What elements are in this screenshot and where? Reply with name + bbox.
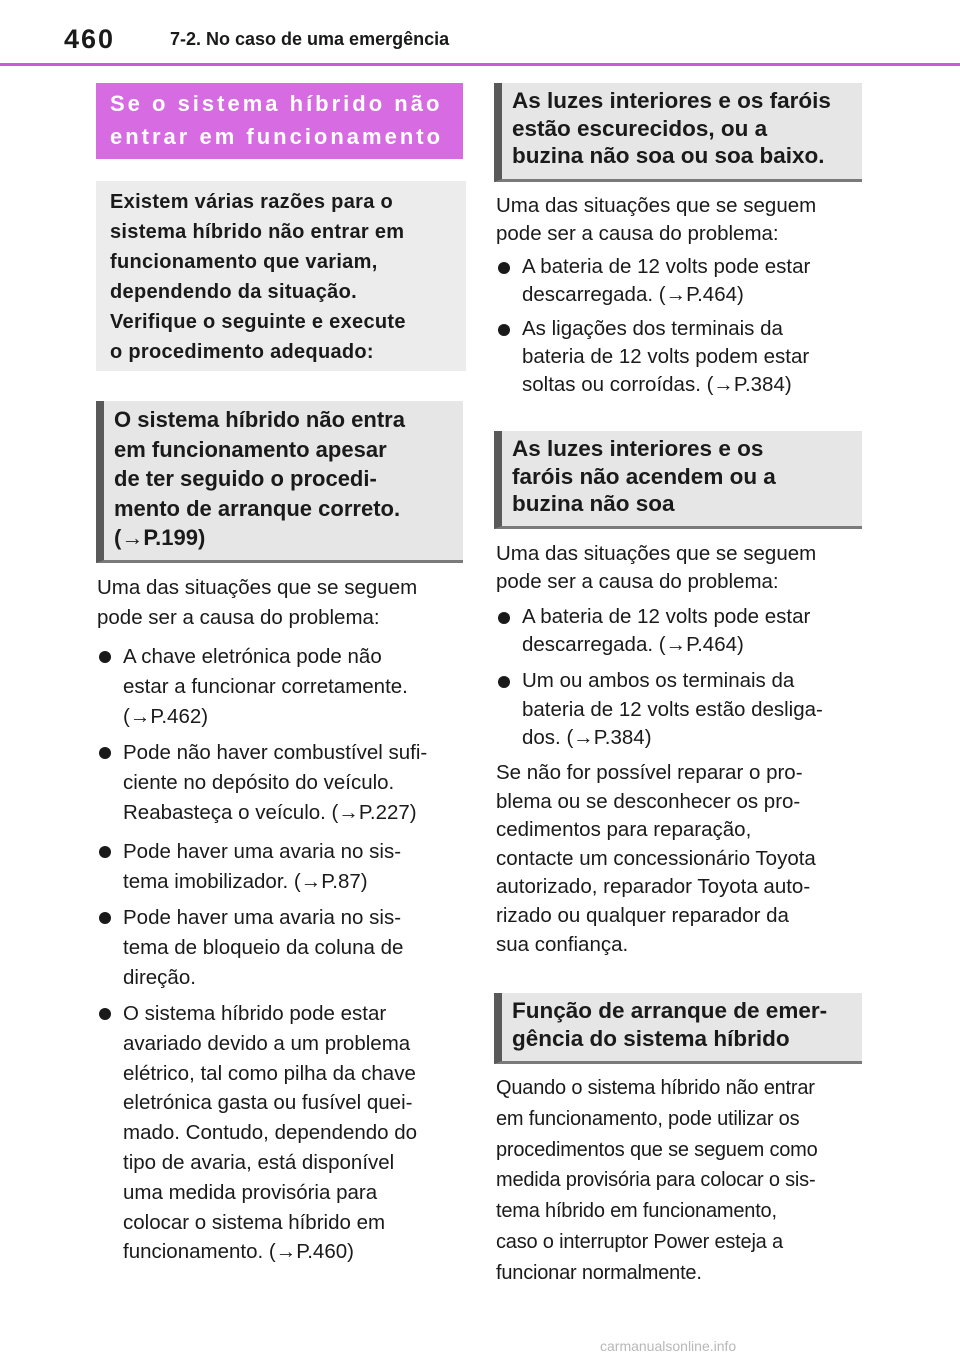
text-line: tema imobilizador. (→P.87) (123, 870, 368, 893)
intro-box (96, 181, 466, 371)
subheading-no-start (96, 401, 463, 563)
bullet-icon (498, 676, 510, 688)
intro-box-line: Existem várias razões para o (110, 191, 393, 213)
text-line: dos. (→P.384) (522, 726, 652, 749)
intro-box-line: Verifique o seguinte e execute (110, 311, 406, 333)
page-header (0, 0, 960, 66)
text-line: tema híbrido em funcionamento, (496, 1200, 777, 1223)
text-line: pode ser a causa do problema: (97, 606, 380, 629)
intro-text (496, 540, 866, 596)
text-line: Uma das situações que se seguem (97, 576, 418, 599)
list-item (496, 315, 866, 399)
subheading-line: faróis não acendem ou a (512, 463, 776, 489)
text-line: Uma das situações que se seguem (496, 194, 817, 217)
list-item (97, 642, 467, 732)
text-line: A bateria de 12 volts pode estar (522, 255, 811, 278)
main-heading (96, 83, 463, 159)
list-item (97, 837, 467, 897)
text-line: A bateria de 12 volts pode estar (522, 605, 811, 628)
text-line: As ligações dos terminais da (522, 317, 783, 340)
intro-text (496, 192, 866, 248)
subheading-line: gência do sistema híbrido (512, 1025, 790, 1051)
text-line: Se não for possível reparar o pro- (496, 761, 803, 784)
bullet-icon (99, 846, 111, 858)
intro-box-line: funcionamento que variam, (110, 251, 378, 273)
intro-box-line: dependendo da situação. (110, 281, 357, 303)
bullet-icon (99, 1008, 111, 1020)
subheading-line: O sistema híbrido não entra (114, 407, 405, 432)
text-line: Um ou ambos os terminais da (522, 669, 795, 692)
subheading-line: em funcionamento apesar (114, 436, 387, 462)
text-line: contacte um concessionário Toyota (496, 846, 816, 870)
text-line: direção. (123, 966, 196, 989)
text-line: medida provisória para colocar o sis- (496, 1169, 816, 1192)
text-line: descarregada. (→P.464) (522, 633, 744, 656)
text-line: autorizado, reparador Toyota auto- (496, 875, 811, 899)
text-line: em funcionamento, pode utilizar os (496, 1107, 800, 1130)
text-line: bateria de 12 volts estão desliga- (522, 697, 823, 721)
text-line: ciente no depósito do veículo. (123, 771, 395, 794)
subheading-line: As luzes interiores e os (512, 436, 764, 461)
text-line: mado. Contudo, dependendo do (123, 1121, 418, 1145)
bullet-icon (99, 651, 111, 663)
text-line: Pode não haver combustível sufi- (123, 741, 428, 764)
text-line: bateria de 12 volts podem estar (522, 345, 810, 368)
text-line: cedimentos para reparação, (496, 818, 752, 842)
subheading-emergency-start (494, 993, 862, 1064)
text-line: Pode haver uma avaria no sis- (123, 840, 402, 863)
footer-watermark: carmanualsonline.info (600, 1338, 737, 1354)
subheading-line: estão escurecidos, ou a (512, 115, 768, 141)
text-line: Uma das situações que se seguem (496, 542, 817, 565)
text-line: procedimentos que se seguem como (496, 1138, 818, 1161)
section-title: 7-2. No caso de uma emergência (170, 29, 450, 49)
list-item (97, 903, 467, 993)
main-heading-line: entrar em funcionamento (110, 124, 444, 149)
text-line: tipo de avaria, está disponível (123, 1150, 395, 1174)
text-line: rizado ou qualquer reparador da (496, 903, 789, 927)
text-line: colocar o sistema híbrido em (123, 1210, 386, 1234)
text-line: elétrico, tal como pilha da chave (123, 1061, 416, 1085)
page-number: 460 (64, 24, 116, 54)
text-line: funcionar normalmente. (496, 1261, 702, 1284)
bullet-icon (498, 324, 510, 336)
intro-text (97, 573, 467, 633)
text-line: descarregada. (→P.464) (522, 283, 744, 306)
text-line: O sistema híbrido pode estar (123, 1002, 387, 1025)
text-line: Pode haver uma avaria no sis- (123, 906, 402, 929)
text-line: eletrónica gasta ou fusível quei- (123, 1091, 413, 1115)
emergency-paragraph (496, 1073, 866, 1289)
text-line: estar a funcionar corretamente. (123, 675, 408, 698)
text-line: caso o interruptor Power esteja a (496, 1230, 783, 1253)
list-item (496, 253, 866, 309)
text-line: (→P.462) (123, 705, 209, 728)
intro-box-line: o procedimento adequado: (110, 341, 374, 363)
subheading-line: As luzes interiores e os faróis (512, 88, 831, 113)
text-line: funcionamento. (→P.460) (123, 1240, 354, 1264)
text-line: Reabasteça o veículo. (→P.227) (123, 801, 417, 824)
bullet-icon (99, 747, 111, 759)
subheading-line: de ter seguido o procedi- (114, 466, 377, 491)
subheading-line: Função de arranque de emer- (512, 998, 828, 1023)
text-line: avariado devido a um problema (123, 1031, 411, 1055)
subheading-line: (→P.199) (114, 525, 206, 550)
subheading-line: buzina não soa (512, 491, 675, 516)
subheading-line: mento de arranque correto. (114, 495, 401, 521)
text-line: sua confiança. (496, 932, 629, 956)
dealer-paragraph (496, 759, 866, 959)
intro-box-line: sistema híbrido não entrar em (110, 221, 405, 243)
bullet-icon (99, 912, 111, 924)
text-line: tema de bloqueio da coluna de (123, 936, 404, 959)
main-heading-line: Se o sistema híbrido não (110, 91, 443, 116)
text-line: uma medida provisória para (123, 1180, 378, 1204)
text-line: pode ser a causa do problema: (496, 570, 779, 593)
subheading-line: buzina não soa ou soa baixo. (512, 143, 825, 168)
text-line: blema ou se desconhecer os pro- (496, 789, 801, 813)
header-rule (0, 63, 960, 66)
subheading-dim-lights (494, 83, 862, 182)
subheading-no-lights (494, 431, 862, 529)
bullet-icon (498, 612, 510, 624)
text-line: soltas ou corroídas. (→P.384) (522, 373, 792, 396)
list-item (496, 667, 866, 753)
text-line: pode ser a causa do problema: (496, 222, 779, 245)
text-line: A chave eletrónica pode não (123, 645, 382, 668)
list-item (496, 603, 866, 659)
text-line: Quando o sistema híbrido não entrar (496, 1077, 815, 1099)
list-item (97, 999, 467, 1267)
list-item (97, 738, 467, 828)
bullet-icon (498, 262, 510, 274)
